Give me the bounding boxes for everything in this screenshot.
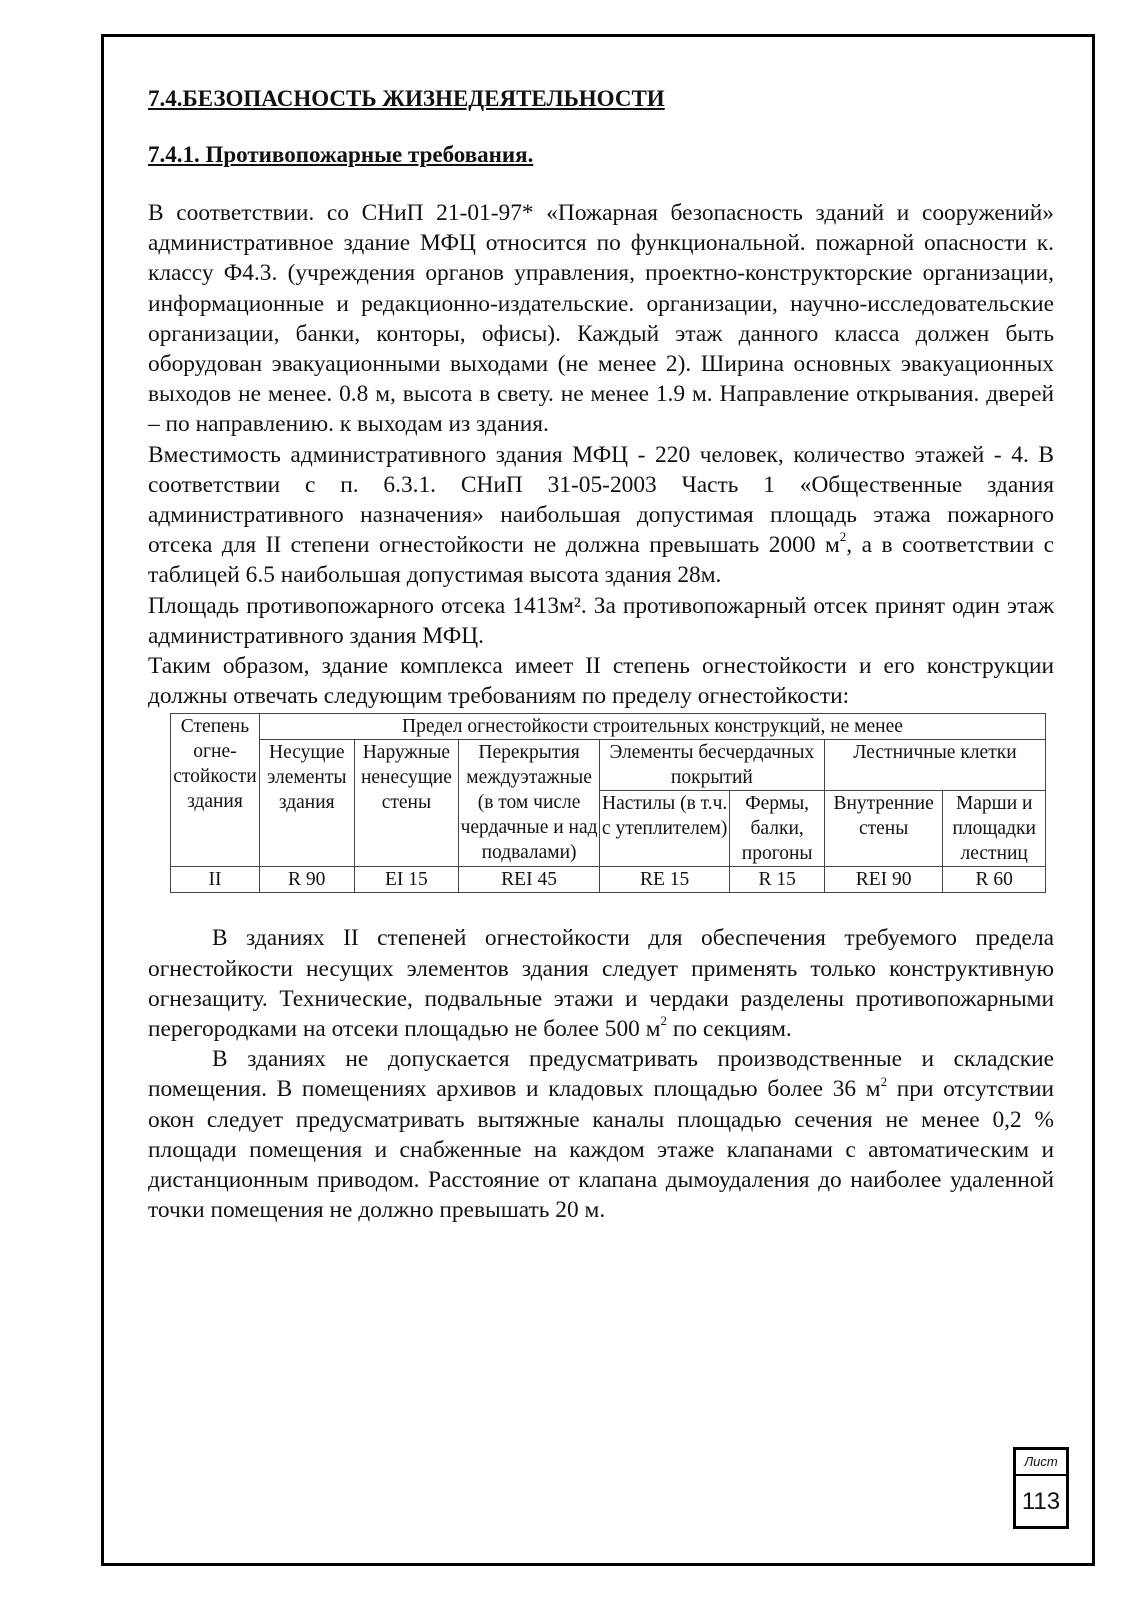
table-cell: R 60 xyxy=(943,867,1046,893)
table-header-cell: Фермы, балки, прогоны xyxy=(730,791,824,867)
table-cell: REI 45 xyxy=(459,867,600,893)
paragraph-4: Таким образом, здание комплекса имеет II степень огнестойкости и его конструкции должны отвечать следующим требованиям по пределу огнестойкости: xyxy=(148,653,1054,710)
paragraph-6 xyxy=(148,1044,1054,1225)
paragraph-6-text-a: В зданиях не допускается предусматривать производственные и складские помещения. В помещениях архивов и кладовых площадью более 36 м xyxy=(148,1046,1054,1103)
paragraph-2-text-a: Вместимость административного здания МФЦ - 220 человек, количество этажей - 4. В соответствии с п. 6.3.1. СНиП 31-05-2003 Часть 1 «Общественные здания административного назначения» наибольшая допустимая площадь этажа пожарного отсека для II степени огнестойкости не должна превышать 2000 м xyxy=(148,441,1054,559)
table-cell: R 90 xyxy=(259,867,354,893)
sheet-number: 113 xyxy=(1021,1488,1061,1515)
paragraph-3: Площадь противопожарного отсека 1413м². За противопожарный отсек принят один этаж административного здания МФЦ. xyxy=(148,592,1054,649)
table-header-cell: Перекрытия междуэтажные (в том числе чердачные и над подвалами) xyxy=(459,740,600,867)
table-header-cell: Предел огнестойкости строительных конструкций, не менее xyxy=(259,714,1045,740)
paragraph-5 xyxy=(148,923,1054,1044)
superscript: 2 xyxy=(880,1073,888,1089)
table-cell: RE 15 xyxy=(599,867,730,893)
table-header-cell: Наружные ненесущие стены xyxy=(354,740,459,867)
sheet-label: Лист xyxy=(1016,1450,1066,1476)
table-cell: II xyxy=(171,867,260,893)
sheet-stamp xyxy=(1013,1447,1069,1529)
table-header-cell: Внутренние стены xyxy=(824,791,943,867)
table-cell: EI 15 xyxy=(354,867,459,893)
table-header-cell: Лестничные клетки xyxy=(824,740,1045,791)
fire-resistance-table xyxy=(170,713,1046,893)
table-row xyxy=(171,867,1046,893)
document-body xyxy=(148,84,1054,1225)
paragraph-5-text-a: В зданиях II степеней огнестойкости для обеспечения требуемого предела огнестойкости несущих элементов здания следует применять только конструктивную огнезащиту. Технические, подвальные этажи и чердаки разделены противопожарными перегородками на отсеки площадью не более 500 м xyxy=(148,925,1054,1043)
table-header-cell: Настилы (в т.ч. с утеплителем) xyxy=(599,791,730,867)
paragraph-6-text-b: при отсутствии окон следует предусматривать вытяжные каналы площадью сечения не менее 0,2 % площади помещения и снабженные на каждом этаже клапанами с автоматическим и дистанционным приводом. Расстояние от клапана дымоудаления до наиболее удаленной точки помещения не должно превышать 20 м. xyxy=(148,1076,1054,1224)
paragraph-2 xyxy=(148,440,1054,591)
table-cell: R 15 xyxy=(730,867,824,893)
table-header-cell: Несущие элементы здания xyxy=(259,740,354,867)
paragraph-5-text-b: по секциям. xyxy=(667,1016,792,1043)
table-cell: REI 90 xyxy=(824,867,943,893)
table-header-row xyxy=(171,740,1046,791)
subsection-heading: 7.4.1. Противопожарные требования. xyxy=(148,142,534,167)
paragraph-1: В соответствии. со СНиП 21-01-97* «Пожарная безопасность зданий и сооружений» административное здание МФЦ относится по функциональной. пожарной опасности к. классу Ф4.3. (учреждения органов управления, проектно-конструкторские организации, информационные и редакционно-издательские. организации, научно-исследовательские организации, банки, конторы, офисы). Каждый этаж данного класса должен быть оборудован эвакуационными выходами (не менее 2). Ширина основных эвакуационных выходов не менее. 0.8 м, высота в свету. не менее 1.9 м. Направление открывания. дверей – по направлению. к выходам из здания. xyxy=(148,200,1054,438)
superscript: 2 xyxy=(660,1013,668,1029)
section-heading: 7.4.БЕЗОПАСНОСТЬ ЖИЗНЕДЕЯТЕЛЬНОСТИ xyxy=(148,86,665,111)
table-header-row xyxy=(171,714,1046,740)
table-header-cell: Марши и площадки лестниц xyxy=(943,791,1046,867)
table-header-cell: Элементы бесчердачных покрытий xyxy=(599,740,824,791)
paragraph-2-text-b: , а в соответствии с таблицей 6.5 наибольшая допустимая высота здания 28м. xyxy=(148,532,1054,589)
table-header-cell: Степень огне-стойкости здания xyxy=(171,714,260,867)
superscript: 2 xyxy=(839,529,847,545)
